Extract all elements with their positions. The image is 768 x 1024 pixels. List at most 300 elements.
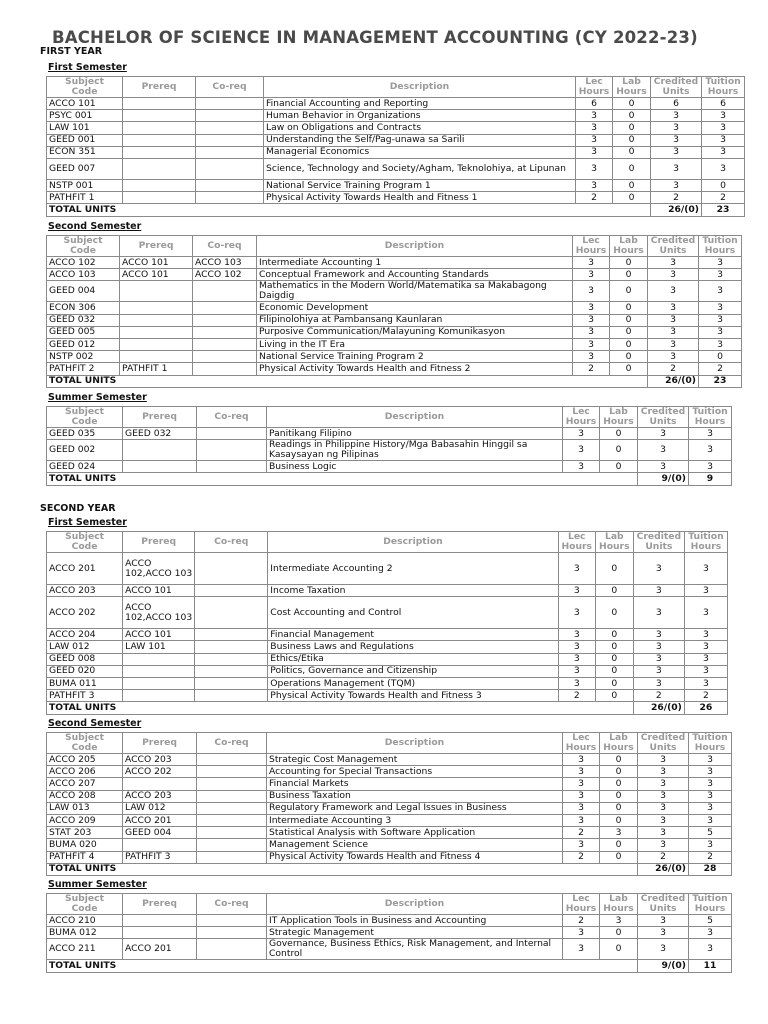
description-cell: Financial Accounting and Reporting xyxy=(264,98,576,110)
lec-hours-cell: 6 xyxy=(576,98,613,110)
header-subject-code xyxy=(47,407,123,428)
table-row xyxy=(47,428,732,440)
table-row xyxy=(47,597,728,629)
description-cell: Accounting for Special Transactions xyxy=(267,766,563,778)
header-subject-code-line: Subject xyxy=(65,732,104,743)
tuition-hours-cell: 3 xyxy=(689,778,732,790)
credited-units-cell: 3 xyxy=(638,827,689,839)
description-cell: Income Taxation xyxy=(268,585,558,597)
coreq-cell xyxy=(195,629,268,641)
total-row xyxy=(47,204,745,216)
total-label: TOTAL UNITS xyxy=(47,702,634,714)
coreq-cell xyxy=(196,122,264,134)
subject-code-cell: GEED 007 xyxy=(47,158,123,179)
header-description: Description xyxy=(267,894,563,915)
header-lab-hours xyxy=(600,894,638,915)
header-lab-hours-line: Hours xyxy=(613,245,644,256)
subject-code-cell: ACCO 210 xyxy=(47,915,123,927)
lab-hours-cell: 0 xyxy=(610,281,648,302)
credited-units-cell: 3 xyxy=(648,338,699,350)
table-row xyxy=(47,269,742,281)
table-row xyxy=(47,281,742,302)
lec-hours-cell: 3 xyxy=(563,778,600,790)
tuition-hours-cell: 3 xyxy=(699,302,742,314)
table-row xyxy=(47,814,732,826)
header-credited-units-line: Credited xyxy=(640,406,686,417)
lab-hours-cell: 0 xyxy=(610,351,648,363)
subject-code-cell: ACCO 207 xyxy=(47,778,123,790)
tuition-hours-cell: 3 xyxy=(702,134,745,146)
header-coreq: Co-req xyxy=(197,733,267,754)
lec-hours-cell: 3 xyxy=(563,814,600,826)
coreq-cell xyxy=(197,428,267,440)
description-cell: Financial Management xyxy=(268,629,558,641)
tuition-hours-cell: 3 xyxy=(684,641,727,653)
lab-hours-cell: 0 xyxy=(610,363,648,375)
credited-units-cell: 2 xyxy=(651,192,702,204)
subject-code-cell: ACCO 102 xyxy=(47,257,120,269)
lec-hours-cell: 3 xyxy=(563,790,600,802)
table-row xyxy=(47,134,745,146)
table-row xyxy=(47,754,732,766)
subject-code-cell: STAT 203 xyxy=(47,827,123,839)
credited-units-cell: 3 xyxy=(651,158,702,179)
header-credited-units-line: Credited xyxy=(640,893,686,904)
curriculum-table xyxy=(46,76,745,217)
lec-hours-cell: 3 xyxy=(563,802,600,814)
header-coreq: Co-req xyxy=(197,894,267,915)
credited-units-cell: 6 xyxy=(651,98,702,110)
lec-hours-cell: 3 xyxy=(576,158,613,179)
lab-hours-cell: 0 xyxy=(595,690,633,702)
description-cell: Human Behavior in Organizations xyxy=(264,110,576,122)
credited-units-cell: 3 xyxy=(633,553,684,585)
coreq-cell xyxy=(197,927,267,939)
coreq-cell xyxy=(195,585,268,597)
lec-hours-cell: 3 xyxy=(573,302,610,314)
header-lab-hours-line: Lab xyxy=(622,76,641,87)
prereq-cell xyxy=(123,927,197,939)
total-label: TOTAL UNITS xyxy=(47,473,638,485)
lab-hours-cell: 0 xyxy=(595,553,633,585)
header-lab-hours xyxy=(600,733,638,754)
credited-units-cell: 3 xyxy=(638,927,689,939)
lab-hours-cell: 0 xyxy=(610,269,648,281)
prereq-cell: ACCO 101 xyxy=(120,257,193,269)
prereq-cell xyxy=(123,122,196,134)
coreq-cell xyxy=(197,839,267,851)
prereq-cell xyxy=(123,690,195,702)
subject-code-cell: ACCO 205 xyxy=(47,754,123,766)
prereq-cell xyxy=(123,461,197,473)
tuition-hours-cell: 3 xyxy=(689,440,732,461)
header-description: Description xyxy=(267,407,563,428)
header-lab-hours-line: Lab xyxy=(619,235,638,246)
header-prereq: Prereq xyxy=(123,532,195,553)
tuition-hours-cell: 3 xyxy=(702,146,745,158)
lec-hours-cell: 2 xyxy=(563,915,600,927)
header-tuition-hours xyxy=(689,733,732,754)
lec-hours-cell: 3 xyxy=(576,134,613,146)
tuition-hours-cell: 0 xyxy=(702,179,745,191)
lec-hours-cell: 3 xyxy=(576,179,613,191)
curriculum-table xyxy=(46,732,732,876)
header-subject-code-line: Code xyxy=(71,86,98,97)
table-row xyxy=(47,158,745,179)
prereq-cell: ACCO 203 xyxy=(123,754,197,766)
credited-units-cell: 3 xyxy=(651,110,702,122)
lab-hours-cell: 0 xyxy=(613,179,651,191)
subject-code-cell: GEED 008 xyxy=(47,653,123,665)
lec-hours-cell: 3 xyxy=(563,927,600,939)
subject-code-cell: ACCO 209 xyxy=(47,814,123,826)
header-credited-units-line: Credited xyxy=(640,732,686,743)
tuition-hours-cell: 3 xyxy=(689,461,732,473)
table-row xyxy=(47,98,745,110)
table-row xyxy=(47,915,732,927)
header-row xyxy=(47,407,732,428)
subject-code-cell: ACCO 204 xyxy=(47,629,123,641)
header-lab-hours-line: Hours xyxy=(603,742,634,753)
table-row xyxy=(47,110,745,122)
year-heading: SECOND YEAR xyxy=(40,503,116,514)
description-cell: Conceptual Framework and Accounting Standards xyxy=(257,269,573,281)
header-tuition-hours-line: Tuition xyxy=(705,76,741,87)
lec-hours-cell: 3 xyxy=(558,665,595,677)
tuition-hours-cell: 2 xyxy=(702,192,745,204)
coreq-cell xyxy=(197,440,267,461)
description-cell: Purposive Communication/Malayuning Komunikasyon xyxy=(257,326,573,338)
header-prereq: Prereq xyxy=(123,407,197,428)
table-row xyxy=(47,629,728,641)
header-subject-code xyxy=(47,532,123,553)
prereq-cell: PATHFIT 1 xyxy=(120,363,193,375)
tuition-hours-cell: 3 xyxy=(689,766,732,778)
semester-heading: Second Semester xyxy=(48,221,142,232)
credited-units-cell: 3 xyxy=(633,629,684,641)
subject-code-cell: GEED 020 xyxy=(47,665,123,677)
table-row xyxy=(47,766,732,778)
subject-code-cell: BUMA 020 xyxy=(47,839,123,851)
header-lec-hours-line: Hours xyxy=(565,416,597,427)
header-subject-code xyxy=(47,894,123,915)
header-lec-hours xyxy=(563,894,600,915)
total-credited-units: 26/(0) xyxy=(638,863,689,875)
lab-hours-cell: 0 xyxy=(595,677,633,689)
table-row xyxy=(47,440,732,461)
lab-hours-cell: 0 xyxy=(613,134,651,146)
description-cell: Filipinolohiya at Pambansang Kaunlaran xyxy=(257,314,573,326)
description-cell: Ethics/Etika xyxy=(268,653,558,665)
lab-hours-cell: 0 xyxy=(600,839,638,851)
coreq-cell xyxy=(197,766,267,778)
curriculum-table xyxy=(46,893,732,973)
header-lec-hours-line: Lec xyxy=(567,531,586,542)
header-lab-hours-line: Hours xyxy=(599,541,630,552)
prereq-cell xyxy=(123,179,196,191)
credited-units-cell: 3 xyxy=(651,146,702,158)
lec-hours-cell: 2 xyxy=(576,192,613,204)
prereq-cell xyxy=(123,677,195,689)
header-lec-hours xyxy=(563,733,600,754)
description-cell: IT Application Tools in Business and Accounting xyxy=(267,915,563,927)
credited-units-cell: 2 xyxy=(638,851,689,863)
header-credited-units xyxy=(638,407,689,428)
prereq-cell xyxy=(123,440,197,461)
table-row xyxy=(47,146,745,158)
tuition-hours-cell: 6 xyxy=(702,98,745,110)
subject-code-cell: PATHFIT 4 xyxy=(47,851,123,863)
header-tuition-hours xyxy=(689,894,732,915)
credited-units-cell: 3 xyxy=(648,326,699,338)
curriculum-table xyxy=(46,235,742,388)
description-cell: Physical Activity Towards Health and Fitness 4 xyxy=(267,851,563,863)
header-credited-units-line: Units xyxy=(659,245,687,256)
coreq-cell xyxy=(196,179,264,191)
coreq-cell xyxy=(197,754,267,766)
lab-hours-cell: 0 xyxy=(600,754,638,766)
lec-hours-cell: 3 xyxy=(558,641,595,653)
header-tuition-hours-line: Hours xyxy=(707,86,739,97)
lec-hours-cell: 3 xyxy=(563,766,600,778)
tuition-hours-cell: 3 xyxy=(684,677,727,689)
subject-code-cell: ACCO 211 xyxy=(47,939,123,960)
header-credited-units-line: Units xyxy=(649,742,677,753)
header-subject-code-line: Subject xyxy=(65,76,104,87)
credited-units-cell: 3 xyxy=(648,351,699,363)
header-prereq: Prereq xyxy=(120,236,193,257)
table-row xyxy=(47,653,728,665)
header-row xyxy=(47,532,728,553)
credited-units-cell: 3 xyxy=(638,839,689,851)
total-credited-units: 26/(0) xyxy=(648,375,699,387)
header-subject-code-line: Code xyxy=(71,416,98,427)
lab-hours-cell: 0 xyxy=(600,766,638,778)
total-credited-units: 26/(0) xyxy=(633,702,684,714)
tuition-hours-cell: 0 xyxy=(699,351,742,363)
lec-hours-cell: 3 xyxy=(563,440,600,461)
description-cell: Mathematics in the Modern World/Matematika sa Makabagong Daigdig xyxy=(257,281,573,302)
subject-code-cell: PATHFIT 2 xyxy=(47,363,120,375)
curriculum-table xyxy=(46,531,728,715)
header-prereq: Prereq xyxy=(123,77,196,98)
description-cell: Cost Accounting and Control xyxy=(268,597,558,629)
header-subject-code xyxy=(47,236,120,257)
lec-hours-cell: 3 xyxy=(558,677,595,689)
coreq-cell xyxy=(197,461,267,473)
description-cell: Strategic Cost Management xyxy=(267,754,563,766)
description-cell: Strategic Management xyxy=(267,927,563,939)
header-row xyxy=(47,77,745,98)
description-cell: Statistical Analysis with Software Application xyxy=(267,827,563,839)
lab-hours-cell: 3 xyxy=(600,915,638,927)
subject-code-cell: ACCO 208 xyxy=(47,790,123,802)
prereq-cell: ACCO 201 xyxy=(123,939,197,960)
tuition-hours-cell: 3 xyxy=(699,326,742,338)
header-tuition-hours-line: Tuition xyxy=(702,235,738,246)
header-tuition-hours xyxy=(689,407,732,428)
table-row xyxy=(47,257,742,269)
lab-hours-cell: 0 xyxy=(610,257,648,269)
header-tuition-hours-line: Hours xyxy=(694,903,726,914)
table-row xyxy=(47,585,728,597)
table-row xyxy=(47,851,732,863)
total-row xyxy=(47,863,732,875)
header-description: Description xyxy=(264,77,576,98)
subject-code-cell: GEED 035 xyxy=(47,428,123,440)
prereq-cell: ACCO 202 xyxy=(123,766,197,778)
subject-code-cell: ACCO 203 xyxy=(47,585,123,597)
header-tuition-hours-line: Tuition xyxy=(688,531,724,542)
credited-units-cell: 3 xyxy=(638,428,689,440)
coreq-cell xyxy=(196,110,264,122)
lab-hours-cell: 0 xyxy=(595,665,633,677)
header-lab-hours-line: Lab xyxy=(609,893,628,904)
tuition-hours-cell: 3 xyxy=(684,665,727,677)
header-tuition-hours-line: Hours xyxy=(690,541,722,552)
header-row xyxy=(47,733,732,754)
credited-units-cell: 3 xyxy=(638,939,689,960)
lec-hours-cell: 3 xyxy=(563,461,600,473)
prereq-cell xyxy=(123,110,196,122)
credited-units-cell: 3 xyxy=(651,179,702,191)
lab-hours-cell: 0 xyxy=(610,302,648,314)
coreq-cell xyxy=(197,851,267,863)
subject-code-cell: ECON 306 xyxy=(47,302,120,314)
lec-hours-cell: 3 xyxy=(558,597,595,629)
subject-code-cell: NSTP 002 xyxy=(47,351,120,363)
header-lec-hours-line: Lec xyxy=(582,235,600,246)
coreq-cell xyxy=(196,158,264,179)
tuition-hours-cell: 5 xyxy=(689,827,732,839)
lec-hours-cell: 3 xyxy=(573,281,610,302)
table-row xyxy=(47,122,745,134)
header-subject-code-line: Subject xyxy=(65,531,105,542)
table-row xyxy=(47,927,732,939)
lab-hours-cell: 0 xyxy=(613,122,651,134)
total-label: TOTAL UNITS xyxy=(47,863,638,875)
table-row xyxy=(47,665,728,677)
semester-heading: Summer Semester xyxy=(48,392,147,403)
subject-code-cell: PATHFIT 1 xyxy=(47,192,123,204)
credited-units-cell: 3 xyxy=(648,281,699,302)
prereq-cell xyxy=(120,326,193,338)
total-row xyxy=(47,375,742,387)
prereq-cell: ACCO 101 xyxy=(123,629,195,641)
total-tuition-hours: 23 xyxy=(699,375,742,387)
description-cell: Living in the IT Era xyxy=(257,338,573,350)
total-label: TOTAL UNITS xyxy=(47,204,651,216)
lab-hours-cell: 0 xyxy=(600,814,638,826)
total-tuition-hours: 26 xyxy=(684,702,727,714)
header-coreq: Co-req xyxy=(197,407,267,428)
header-lec-hours-line: Lec xyxy=(585,76,603,87)
header-subject-code-line: Subject xyxy=(65,406,104,417)
subject-code-cell: PATHFIT 3 xyxy=(47,690,123,702)
subject-code-cell: BUMA 012 xyxy=(47,927,123,939)
header-prereq: Prereq xyxy=(123,733,197,754)
header-subject-code-line: Subject xyxy=(65,893,104,904)
prereq-cell: GEED 032 xyxy=(123,428,197,440)
description-cell: Science, Technology and Society/Agham, Teknolohiya, at Lipunan xyxy=(264,158,576,179)
header-description: Description xyxy=(268,532,558,553)
subject-code-cell: ECON 351 xyxy=(47,146,123,158)
tuition-hours-cell: 2 xyxy=(689,851,732,863)
tuition-hours-cell: 3 xyxy=(689,814,732,826)
header-lec-hours-line: Hours xyxy=(561,541,593,552)
total-label: TOTAL UNITS xyxy=(47,375,648,387)
prereq-cell xyxy=(120,281,193,302)
header-credited-units-line: Credited xyxy=(636,531,682,542)
prereq-cell xyxy=(123,98,196,110)
lec-hours-cell: 3 xyxy=(563,754,600,766)
prereq-cell xyxy=(123,653,195,665)
coreq-cell xyxy=(195,653,268,665)
header-credited-units xyxy=(648,236,699,257)
subject-code-cell: GEED 024 xyxy=(47,461,123,473)
prereq-cell xyxy=(120,314,193,326)
header-lec-hours xyxy=(558,532,595,553)
lec-hours-cell: 2 xyxy=(563,827,600,839)
lec-hours-cell: 2 xyxy=(573,363,610,375)
description-cell: Regulatory Framework and Legal Issues in Business xyxy=(267,802,563,814)
lab-hours-cell: 0 xyxy=(613,98,651,110)
prereq-cell: ACCO 102,ACCO 103 xyxy=(123,553,195,585)
prereq-cell xyxy=(123,158,196,179)
prereq-cell xyxy=(123,778,197,790)
header-lec-hours-line: Hours xyxy=(575,245,607,256)
coreq-cell xyxy=(196,192,264,204)
lab-hours-cell: 0 xyxy=(600,802,638,814)
header-credited-units-line: Units xyxy=(645,541,673,552)
table-row xyxy=(47,351,742,363)
header-subject-code-line: Code xyxy=(70,245,96,256)
lec-hours-cell: 2 xyxy=(563,851,600,863)
prereq-cell: GEED 004 xyxy=(123,827,197,839)
coreq-cell: ACCO 102 xyxy=(193,269,257,281)
header-tuition-hours xyxy=(702,77,745,98)
table-row xyxy=(47,302,742,314)
description-cell: National Service Training Program 1 xyxy=(264,179,576,191)
header-subject-code-line: Code xyxy=(71,541,98,552)
tuition-hours-cell: 3 xyxy=(684,629,727,641)
year-heading: FIRST YEAR xyxy=(40,46,103,57)
credited-units-cell: 3 xyxy=(633,653,684,665)
coreq-cell xyxy=(197,790,267,802)
lab-hours-cell: 0 xyxy=(595,641,633,653)
coreq-cell xyxy=(195,690,268,702)
lab-hours-cell: 0 xyxy=(610,338,648,350)
total-tuition-hours: 23 xyxy=(702,204,745,216)
lec-hours-cell: 3 xyxy=(558,653,595,665)
tuition-hours-cell: 3 xyxy=(699,314,742,326)
coreq-cell xyxy=(193,338,257,350)
lab-hours-cell: 0 xyxy=(600,939,638,960)
header-subject-code-line: Subject xyxy=(63,235,103,246)
credited-units-cell: 3 xyxy=(648,314,699,326)
tuition-hours-cell: 3 xyxy=(699,257,742,269)
coreq-cell xyxy=(197,814,267,826)
lab-hours-cell: 0 xyxy=(613,192,651,204)
tuition-hours-cell: 3 xyxy=(684,585,727,597)
lab-hours-cell: 0 xyxy=(595,653,633,665)
prereq-cell: LAW 012 xyxy=(123,802,197,814)
description-cell: Physical Activity Towards Health and Fitness 2 xyxy=(257,363,573,375)
tuition-hours-cell: 3 xyxy=(689,839,732,851)
credited-units-cell: 3 xyxy=(638,440,689,461)
coreq-cell xyxy=(195,677,268,689)
prereq-cell: PATHFIT 3 xyxy=(123,851,197,863)
